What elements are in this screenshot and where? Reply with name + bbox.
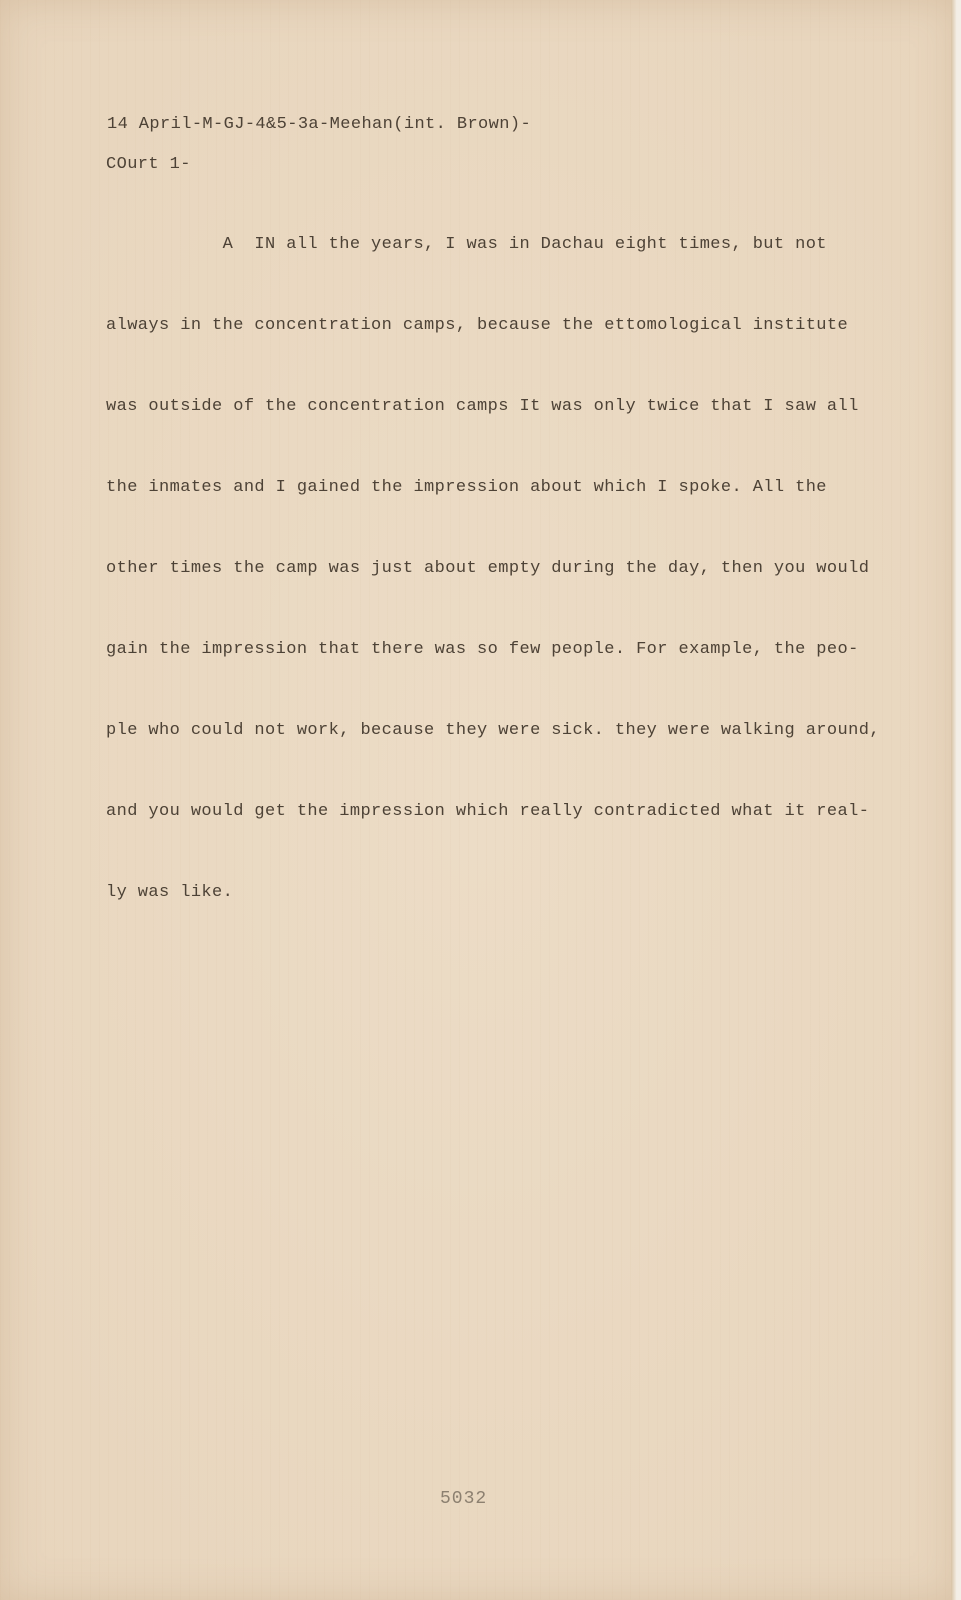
paragraph-line: always in the concentration camps, because the ettomological institute [106, 316, 849, 335]
paragraph-line: the inmates and I gained the impression about which I spoke. All the [106, 478, 827, 497]
page-number: 5032 [440, 1489, 488, 1509]
paragraph-line: and you would get the impression which really contradicted what it real- [106, 802, 870, 821]
paragraph-line: other times the camp was just about empty during the day, then you would [106, 559, 870, 578]
paragraph-line: ly was like. [106, 883, 234, 902]
court-label: COurt 1- [106, 155, 191, 174]
paragraph-line: was outside of the concentration camps It was only twice that I saw all [106, 397, 859, 416]
paragraph-line: A IN all the years, I was in Dachau eight times, but not [106, 235, 827, 254]
page-edge [951, 0, 957, 1600]
paragraph-line: gain the impression that there was so few people. For example, the peo- [106, 640, 859, 659]
testimony-paragraph [106, 195, 880, 964]
paragraph-line: ple who could not work, because they were sick. they were walking around, [106, 721, 880, 740]
document-header: 14 April-M-GJ-4&5-3a-Meehan(int. Brown)- [107, 115, 532, 134]
